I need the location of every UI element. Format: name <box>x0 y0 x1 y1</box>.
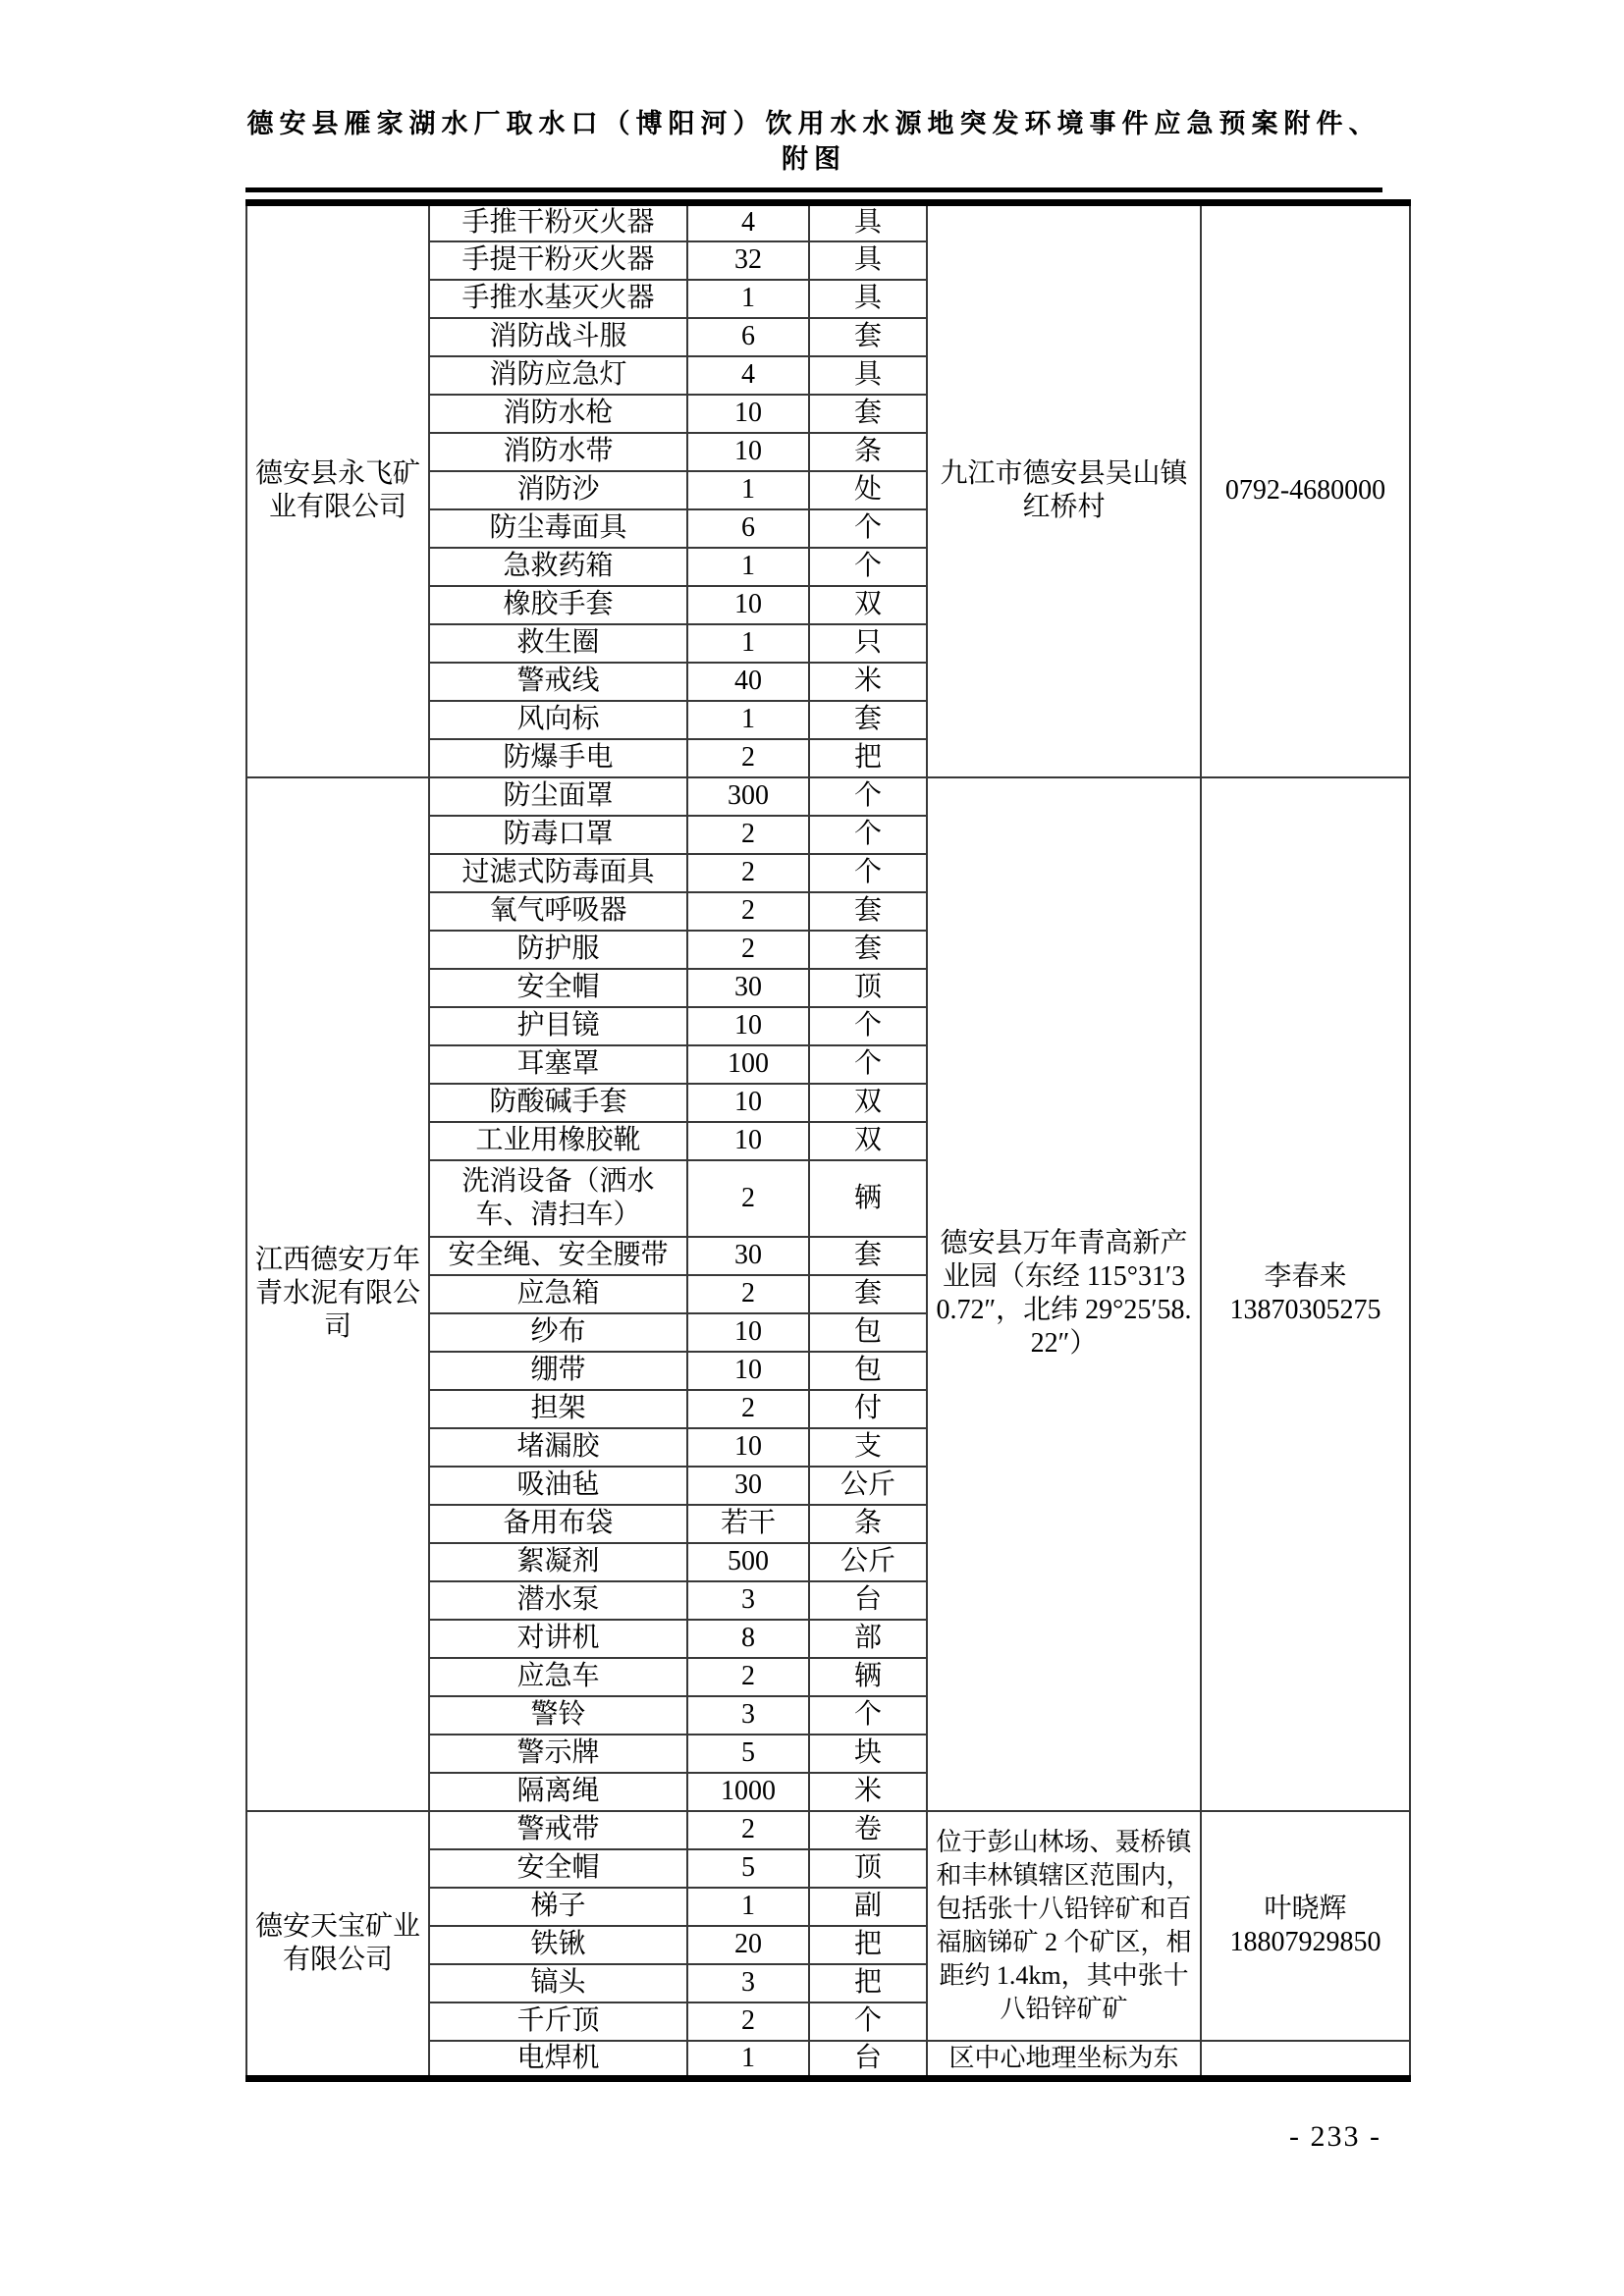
unit-cell: 部 <box>809 1620 927 1658</box>
contact-name: 叶晓辉 <box>1264 1893 1347 1924</box>
unit-cell: 具 <box>809 203 927 241</box>
unit-cell: 套 <box>809 701 927 739</box>
contact-name: 李春来 <box>1264 1261 1347 1292</box>
quantity-cell: 500 <box>687 1543 809 1581</box>
item-cell: 安全帽 <box>429 969 687 1007</box>
quantity-cell: 2 <box>687 2002 809 2041</box>
unit-cell: 把 <box>809 739 927 777</box>
item-cell: 消防水带 <box>429 433 687 471</box>
item-cell: 洗消设备（洒水车、清扫车） <box>429 1160 687 1237</box>
unit-cell: 支 <box>809 1428 927 1467</box>
unit-cell: 米 <box>809 1773 927 1811</box>
unit-cell: 个 <box>809 509 927 548</box>
unit-cell: 个 <box>809 816 927 854</box>
unit-cell: 把 <box>809 1926 927 1964</box>
unit-cell: 只 <box>809 624 927 663</box>
item-cell: 橡胶手套 <box>429 586 687 624</box>
address-cell: 位于彭山林场、聂桥镇和丰林镇辖区范围内，包括张十八铅锌矿和百福脑锑矿 2 个矿区，相距约 1.4km，其中张十八铅锌矿矿 <box>927 1811 1201 2041</box>
quantity-cell: 6 <box>687 318 809 356</box>
quantity-cell: 10 <box>687 1352 809 1390</box>
contact-phone: 0792-4680000 <box>1224 475 1386 507</box>
item-cell: 隔离绳 <box>429 1773 687 1811</box>
quantity-cell: 32 <box>687 241 809 280</box>
quantity-cell: 10 <box>687 1007 809 1045</box>
unit-cell: 把 <box>809 1964 927 2002</box>
quantity-cell: 若干 <box>687 1505 809 1543</box>
item-cell: 防护服 <box>429 931 687 969</box>
item-cell: 担架 <box>429 1390 687 1428</box>
address-cell: 德安县万年青高新产业园（东经 115°31′30.72″，北纬 29°25′58.22″） <box>927 777 1201 1811</box>
quantity-cell: 2 <box>687 816 809 854</box>
item-cell: 急救药箱 <box>429 548 687 586</box>
unit-cell: 个 <box>809 777 927 816</box>
quantity-cell: 10 <box>687 433 809 471</box>
item-cell: 铁锹 <box>429 1926 687 1964</box>
quantity-cell: 5 <box>687 1849 809 1888</box>
unit-cell: 块 <box>809 1735 927 1773</box>
item-cell: 应急车 <box>429 1658 687 1696</box>
unit-cell: 双 <box>809 1122 927 1160</box>
company-cell: 德安天宝矿业有限公司 <box>246 1811 429 2079</box>
item-cell: 绷带 <box>429 1352 687 1390</box>
item-cell: 耳塞罩 <box>429 1045 687 1084</box>
unit-cell: 套 <box>809 931 927 969</box>
quantity-cell: 2 <box>687 1390 809 1428</box>
table-row <box>246 1811 1410 1849</box>
unit-cell: 套 <box>809 395 927 433</box>
quantity-cell: 10 <box>687 1428 809 1467</box>
quantity-cell: 30 <box>687 1467 809 1505</box>
unit-cell: 具 <box>809 241 927 280</box>
quantity-cell: 40 <box>687 663 809 701</box>
address-cell: 九江市德安县吴山镇红桥村 <box>927 203 1201 777</box>
item-cell: 安全绳、安全腰带 <box>429 1237 687 1275</box>
unit-cell: 具 <box>809 356 927 395</box>
quantity-cell: 2 <box>687 1811 809 1849</box>
unit-cell: 顶 <box>809 1849 927 1888</box>
quantity-cell: 1 <box>687 2041 809 2079</box>
quantity-cell: 300 <box>687 777 809 816</box>
item-cell: 手提干粉灭火器 <box>429 241 687 280</box>
quantity-cell: 3 <box>687 1964 809 2002</box>
unit-cell: 包 <box>809 1352 927 1390</box>
item-cell: 氧气呼吸器 <box>429 892 687 931</box>
quantity-cell: 1 <box>687 548 809 586</box>
unit-cell: 套 <box>809 318 927 356</box>
unit-cell: 套 <box>809 1275 927 1313</box>
unit-cell: 卷 <box>809 1811 927 1849</box>
quantity-cell: 1000 <box>687 1773 809 1811</box>
quantity-cell: 30 <box>687 1237 809 1275</box>
item-cell: 吸油毡 <box>429 1467 687 1505</box>
quantity-cell: 2 <box>687 1275 809 1313</box>
unit-cell: 个 <box>809 1045 927 1084</box>
page-number: - 233 - <box>1289 2120 1381 2153</box>
item-cell: 工业用橡胶靴 <box>429 1122 687 1160</box>
item-cell: 风向标 <box>429 701 687 739</box>
quantity-cell: 10 <box>687 1122 809 1160</box>
unit-cell: 个 <box>809 1696 927 1735</box>
unit-cell: 个 <box>809 854 927 892</box>
quantity-cell: 2 <box>687 1658 809 1696</box>
item-cell: 救生圈 <box>429 624 687 663</box>
document-header <box>245 106 1382 192</box>
item-cell: 警戒带 <box>429 1811 687 1849</box>
quantity-cell: 1 <box>687 471 809 509</box>
company-cell: 江西德安万年青水泥有限公司 <box>246 777 429 1811</box>
unit-cell: 辆 <box>809 1160 927 1237</box>
contact-cell <box>1201 777 1410 1811</box>
unit-cell: 米 <box>809 663 927 701</box>
unit-cell: 条 <box>809 1505 927 1543</box>
contact-phone: 13870305275 <box>1229 1295 1381 1325</box>
unit-cell: 双 <box>809 586 927 624</box>
unit-cell: 顶 <box>809 969 927 1007</box>
item-cell: 应急箱 <box>429 1275 687 1313</box>
quantity-cell: 30 <box>687 969 809 1007</box>
unit-cell: 公斤 <box>809 1543 927 1581</box>
unit-cell: 公斤 <box>809 1467 927 1505</box>
quantity-cell: 2 <box>687 854 809 892</box>
unit-cell: 套 <box>809 892 927 931</box>
item-cell: 潜水泵 <box>429 1581 687 1620</box>
item-cell: 防尘毒面具 <box>429 509 687 548</box>
item-cell: 手推干粉灭火器 <box>429 203 687 241</box>
quantity-cell: 10 <box>687 1084 809 1122</box>
quantity-cell: 10 <box>687 1313 809 1352</box>
address-overflow-cell: 区中心地理坐标为东 <box>927 2041 1201 2079</box>
quantity-cell: 3 <box>687 1696 809 1735</box>
item-cell: 消防应急灯 <box>429 356 687 395</box>
item-cell: 堵漏胶 <box>429 1428 687 1467</box>
item-cell: 镐头 <box>429 1964 687 2002</box>
unit-cell: 套 <box>809 1237 927 1275</box>
quantity-cell: 20 <box>687 1926 809 1964</box>
item-cell: 手推水基灭火器 <box>429 280 687 318</box>
contact-cell-empty <box>1201 2041 1410 2079</box>
quantity-cell: 1 <box>687 1888 809 1926</box>
quantity-cell: 2 <box>687 931 809 969</box>
item-cell: 防尘面罩 <box>429 777 687 816</box>
table-row <box>246 777 1410 816</box>
unit-cell: 包 <box>809 1313 927 1352</box>
item-cell: 警铃 <box>429 1696 687 1735</box>
page-title: 德安县雁家湖水厂取水口（博阳河）饮用水水源地突发环境事件应急预案附件、附图 <box>246 109 1381 174</box>
item-cell: 电焊机 <box>429 2041 687 2079</box>
item-cell: 千斤顶 <box>429 2002 687 2041</box>
item-cell: 纱布 <box>429 1313 687 1352</box>
item-cell: 警示牌 <box>429 1735 687 1773</box>
quantity-cell: 6 <box>687 509 809 548</box>
company-cell: 德安县永飞矿业有限公司 <box>246 203 429 777</box>
unit-cell: 副 <box>809 1888 927 1926</box>
unit-cell: 台 <box>809 1581 927 1620</box>
quantity-cell: 1 <box>687 701 809 739</box>
item-cell: 对讲机 <box>429 1620 687 1658</box>
quantity-cell: 2 <box>687 892 809 931</box>
quantity-cell: 4 <box>687 203 809 241</box>
unit-cell: 双 <box>809 1084 927 1122</box>
quantity-cell: 10 <box>687 395 809 433</box>
unit-cell: 个 <box>809 548 927 586</box>
item-cell: 护目镜 <box>429 1007 687 1045</box>
quantity-cell: 2 <box>687 739 809 777</box>
unit-cell: 付 <box>809 1390 927 1428</box>
unit-cell: 个 <box>809 2002 927 2041</box>
contact-cell <box>1201 203 1410 777</box>
unit-cell: 条 <box>809 433 927 471</box>
unit-cell: 台 <box>809 2041 927 2079</box>
unit-cell: 个 <box>809 1007 927 1045</box>
item-cell: 消防战斗服 <box>429 318 687 356</box>
quantity-cell: 1 <box>687 280 809 318</box>
item-cell: 过滤式防毒面具 <box>429 854 687 892</box>
item-cell: 梯子 <box>429 1888 687 1926</box>
quantity-cell: 5 <box>687 1735 809 1773</box>
quantity-cell: 4 <box>687 356 809 395</box>
emergency-resources-table <box>245 199 1411 2082</box>
item-cell: 安全帽 <box>429 1849 687 1888</box>
item-cell: 消防沙 <box>429 471 687 509</box>
quantity-cell: 100 <box>687 1045 809 1084</box>
item-cell: 备用布袋 <box>429 1505 687 1543</box>
contact-phone: 18807929850 <box>1229 1926 1381 1957</box>
item-cell: 防爆手电 <box>429 739 687 777</box>
unit-cell: 处 <box>809 471 927 509</box>
quantity-cell: 2 <box>687 1160 809 1237</box>
item-cell: 消防水枪 <box>429 395 687 433</box>
unit-cell: 具 <box>809 280 927 318</box>
item-cell: 警戒线 <box>429 663 687 701</box>
quantity-cell: 3 <box>687 1581 809 1620</box>
item-cell: 絮凝剂 <box>429 1543 687 1581</box>
quantity-cell: 8 <box>687 1620 809 1658</box>
unit-cell: 辆 <box>809 1658 927 1696</box>
table-row <box>246 203 1410 241</box>
quantity-cell: 1 <box>687 624 809 663</box>
quantity-cell: 10 <box>687 586 809 624</box>
item-cell: 防酸碱手套 <box>429 1084 687 1122</box>
item-cell: 防毒口罩 <box>429 816 687 854</box>
contact-cell <box>1201 1811 1410 2041</box>
